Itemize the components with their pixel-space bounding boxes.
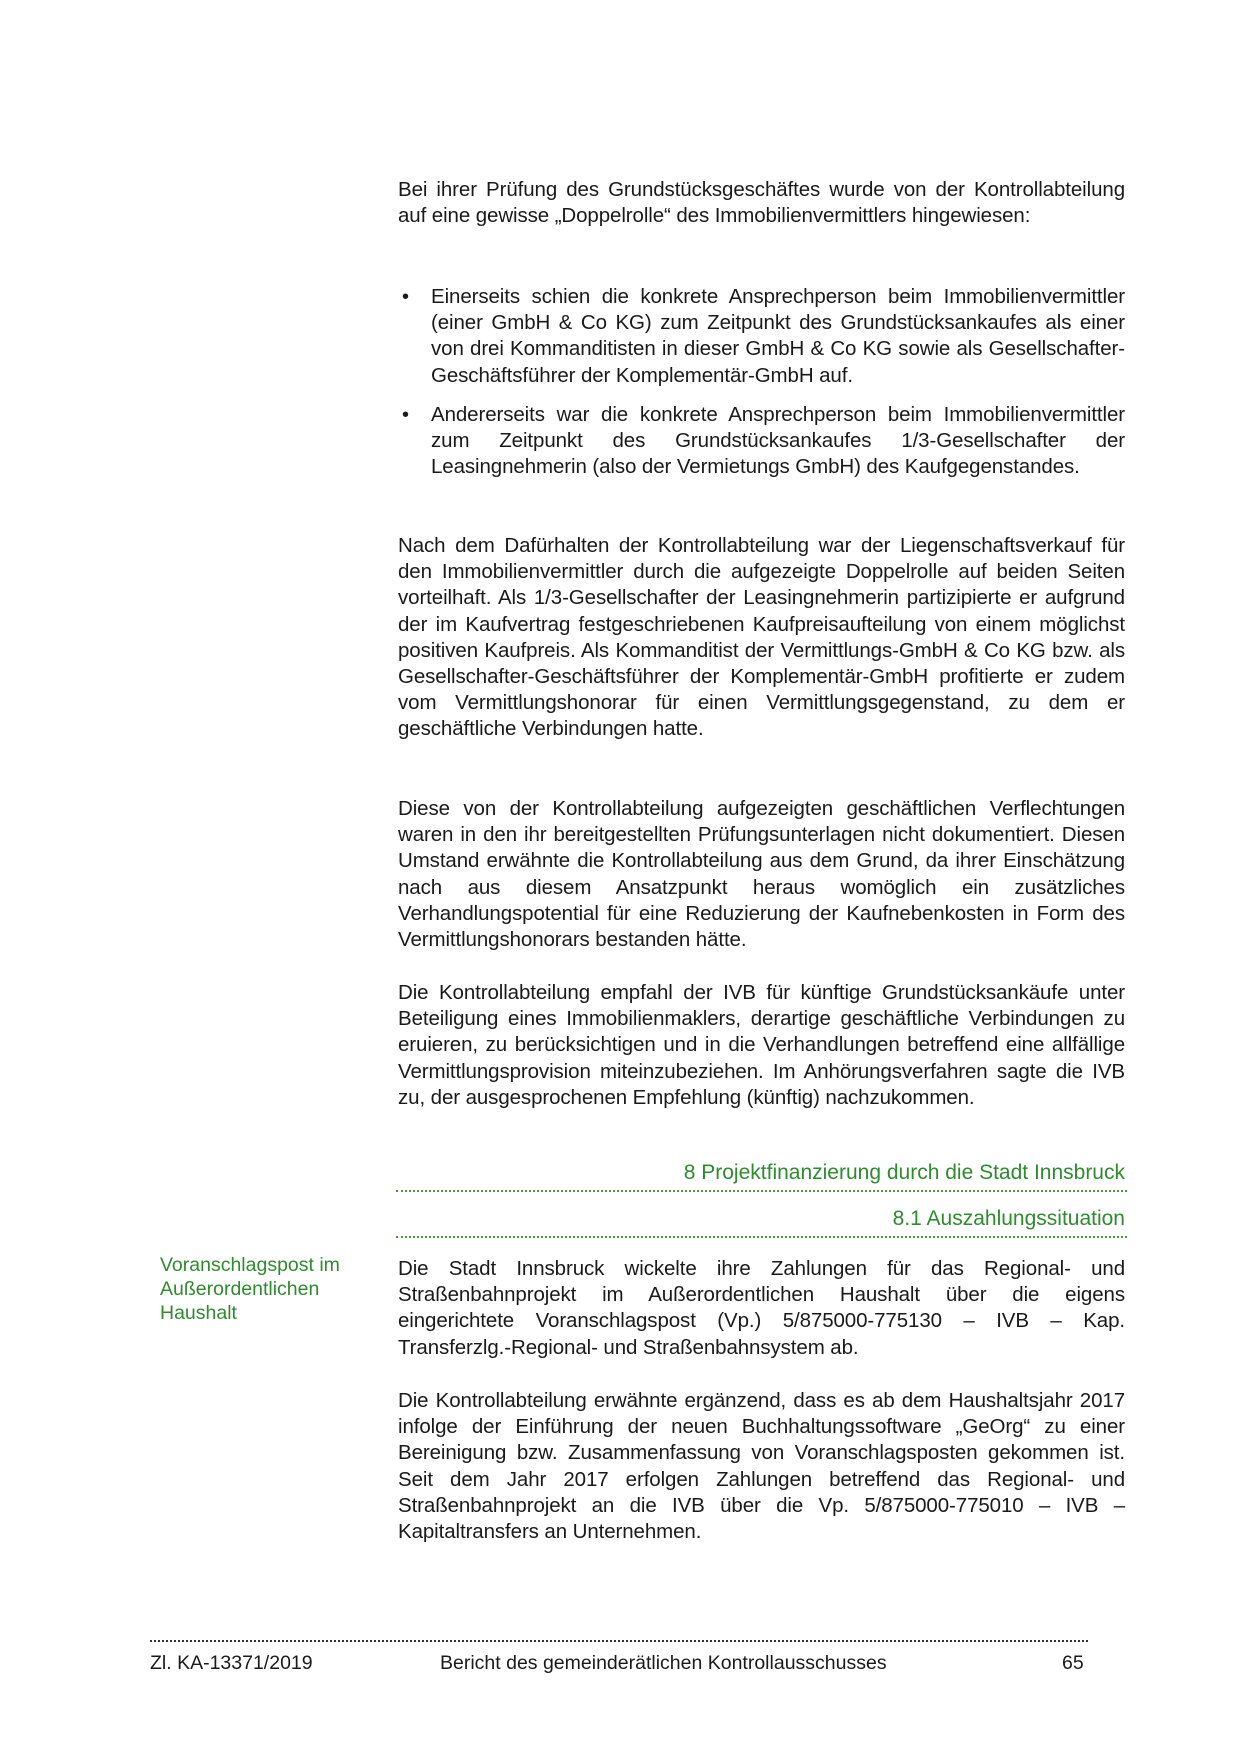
paragraph-georg: Die Kontrollabteilung erwähnte ergänzend, dass es ab dem Haushaltsjahr 2017 infolge der Einführung der neuen Buchhaltungssoftware „GeOrg“ zu einer Bereinigung bzw. Zusammenfassung von Voranschlagsposten gekommen ist. Seit dem Jahr 2017 erfolgen Zahlungen betreffend das Regional- und Straßenbahnprojekt an die IVB über die Vp. 5/875000-775010 – IVB – Kapitaltransfers an Unternehmen. — [398, 1389, 1125, 1544]
bullet-list — [398, 284, 1125, 493]
section-heading-8-1: 8.1 Auszahlungssituation — [892, 1207, 1125, 1230]
margin-note: Voranschlagspost im Außerordentlichen Haushalt — [160, 1254, 340, 1324]
heading-divider — [396, 1190, 1127, 1192]
paragraph-zahlungen: Die Stadt Innsbruck wickelte ihre Zahlungen für das Regional- und Straßenbahnprojekt im Außerordentlichen Haushalt über die eigens eingerichtete Voranschlagspost (Vp.) 5/875000-775130 – IVB – Kap. Transferzlg.-Regional- und Straßenbahnsystem ab. — [398, 1257, 1125, 1359]
list-item — [398, 402, 1125, 481]
bullet-text: Einerseits schien die konkrete Ansprechperson beim Immobilienvermittler (einer GmbH & Co KG) zum Zeitpunkt des Grundstücksankaufes als einer von drei Kommanditisten in dieser GmbH & Co KG sowie als Gesellschafter-Geschäftsführer der Komplementär-GmbH auf. — [431, 285, 1125, 387]
bullet-icon: • — [402, 403, 410, 426]
paragraph-assessment: Nach dem Dafürhalten der Kontrollabteilung war der Liegenschaftsverkauf für den Immobilienvermittler durch die aufgezeigte Doppelrolle auf beiden Seiten vorteilhaft. Als 1/3-Gesellschafter der Leasingnehmerin partizipierte er aufgrund der im Kaufvertrag festgeschriebenen Kaufpreisaufteilung von einem möglichst positiven Kaufpreis. Als Kommanditist der Vermittlungs-GmbH & Co KG bzw. als Gesellschafter-Geschäftsführer der Komplementär-GmbH profitierte er zudem vom Vermittlungshonorar für einen Vermittlungsgegenstand, zu dem er geschäftliche Verbindungen hatte. — [398, 534, 1125, 741]
footer-reference: Zl. KA-13371/2019 — [150, 1652, 313, 1674]
paragraph-recommendation: Die Kontrollabteilung empfahl der IVB für künftige Grundstücksankäufe unter Beteiligung eines Immobilienmaklers, derartige geschäftliche Verbindungen zu eruieren, zu berücksichtigen und in die Verhandlungen betreffend eine allfällige Vermittlungsprovision miteinzubeziehen. Im Anhörungsverfahren sagte die IVB zu, der ausgesprochenen Empfehlung (künftig) nachzukommen. — [398, 981, 1125, 1109]
page-number: 65 — [1062, 1652, 1084, 1674]
bullet-icon: • — [402, 286, 410, 308]
list-item — [398, 284, 1125, 389]
footer-divider — [150, 1640, 1088, 1642]
section-heading-8: 8 Projektfinanzierung durch die Stadt Innsbruck — [683, 1161, 1125, 1184]
heading-divider — [396, 1236, 1127, 1238]
paragraph-verflechtungen: Diese von der Kontrollabteilung aufgezeigten geschäftlichen Verflechtungen waren in den ihr bereitgestellten Prüfungsunterlagen nicht dokumentiert. Diesen Umstand erwähnte die Kontrollabteilung aus dem Grund, da ihrer Einschätzung nach aus diesem Ansatzpunkt heraus womöglich ein zusätzliches Verhandlungspotential für eine Reduzierung der Kaufnebenkosten in Form des Vermittlungshonorars bestanden hätte. — [398, 797, 1125, 952]
footer-title: Bericht des gemeinderätlichen Kontrollausschusses — [440, 1652, 887, 1674]
paragraph-doppelrolle-intro: Bei ihrer Prüfung des Grundstücksgeschäftes wurde von der Kontrollabteilung auf eine gewisse „Doppelrolle“ des Immobilienvermittlers hingewiesen: — [398, 178, 1125, 228]
bullet-text: Andererseits war die konkrete Ansprechperson beim Immobilienvermittler zum Zeitpunkt des Grundstücksankaufes 1/3-Gesellschafter der Leasingnehmerin (also der Vermietungs GmbH) des Kaufgegenstandes. — [431, 402, 1125, 479]
